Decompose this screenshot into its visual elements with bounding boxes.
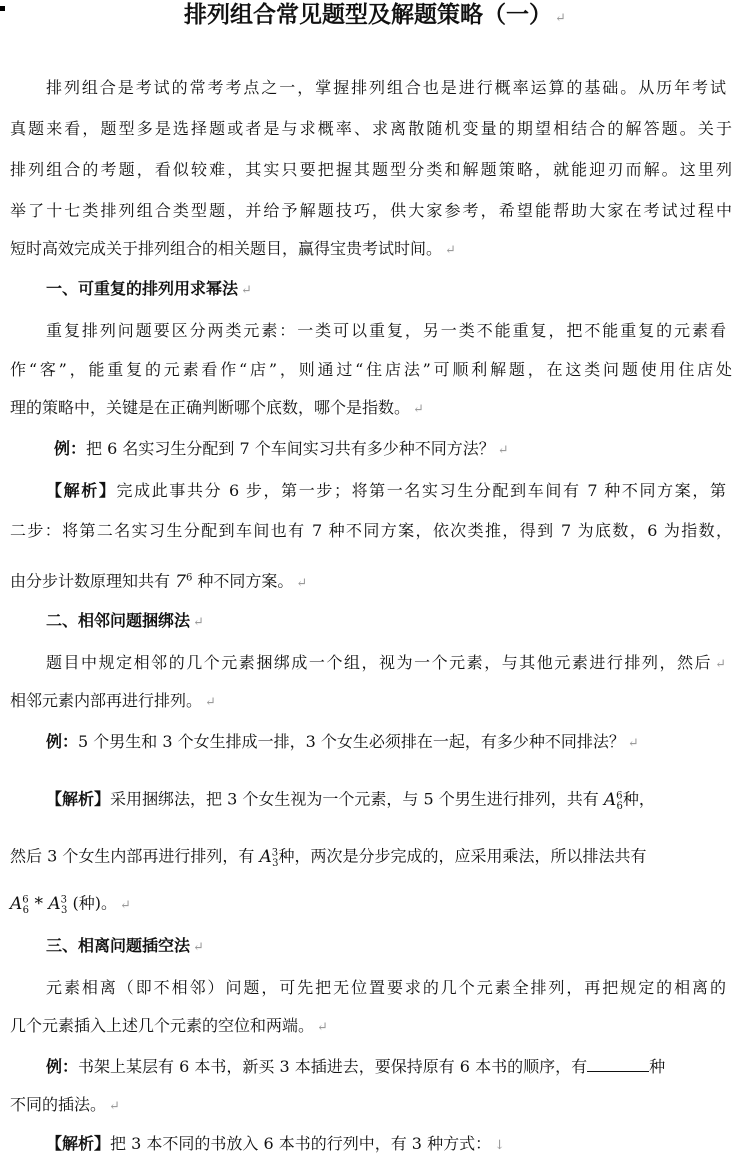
section-2-example: 例：5 个男生和 3 个女生排成一排，3 个女生必须排在一起，有多少种不同排法？ ↵: [46, 732, 639, 751]
section-1-body-1: 重复排列问题要区分两类元素：一类可以重复，另一类不能重复，把不能重复的元素看: [46, 321, 726, 340]
product-formula: $A^6_6 * A^3_3$: [10, 893, 68, 917]
section-2-body-2: 相邻元素内部再进行排列。 ↵: [10, 691, 216, 710]
intro-line-2: 真题来看，题型多是选择题或者是与求概率、求离散随机变量的期望相结合的解答题。关于: [10, 119, 732, 138]
section-2-solution-1: 【解析】采用捆绑法，把 3 个女生视为一个元素，与 5 个男生进行排列，共有 $A^6_6$种，: [46, 789, 655, 813]
section-1-body-2: 作“客”，能重复的元素看作“店”，则通过“住店法”可顺利解题，在这类问题使用住店处: [10, 360, 732, 379]
section-3-heading: 三、相离问题插空法 ↵: [46, 936, 204, 955]
section-1-solution-1: 【解析】完成此事共分 6 步，第一步；将第一名实习生分配到车间有 7 种不同方案，第: [46, 481, 726, 500]
permutation-a66: $A^6_6$: [603, 789, 623, 813]
intro-line-3: 排列组合的考题，看似较难，其实只要把握其题型分类和解题策略，就能迎刃而解。这里列: [10, 160, 732, 179]
intro-line-5: 短时高效完成关于排列组合的相关题目，赢得宝贵考试时间。 ↵: [10, 239, 456, 258]
section-3-example-1: 例：书架上某层有 6 本书，新买 3 本插进去，要保持原有 6 本书的顺序，有 种: [46, 1057, 666, 1076]
intro-line-4: 举了十七类排列组合类型题，并给予解题技巧，供大家参考，希望能帮助大家在考试过程中: [10, 201, 732, 220]
section-3-body-1: 元素相离（即不相邻）问题，可先把无位置要求的几个元素全排列，再把规定的相离的: [46, 978, 726, 997]
answer-blank: [587, 1057, 649, 1072]
section-3-body-2: 几个元素插入上述几个元素的空位和两端。 ↵: [10, 1016, 328, 1035]
section-3-example-2: 不同的插法。 ↵: [10, 1095, 120, 1114]
section-1-solution-3: 由分步计数原理知共有 $7^6$ 种不同方案。 ↵: [10, 571, 308, 592]
section-2-body-1: 题目中规定相邻的几个元素捆绑成一个组，视为一个元素，与其他元素进行排列，然后 ↵: [46, 653, 726, 672]
section-2-solution-3: $A^6_6 * A^3_3$ (种)。 ↵: [10, 893, 131, 917]
intro-line-1: 排列组合是考试的常考考点之一，掌握排列组合也是进行概率运算的基础。从历年考试: [46, 78, 726, 97]
page-title: 排列组合常见题型及解题策略（一） ↵: [184, 1, 566, 28]
section-1-example: 例：把 6 名实习生分配到 7 个车间实习共有多少种不同方法？ ↵: [54, 439, 509, 458]
section-1-solution-2: 二步：将第二名实习生分配到车间也有 7 种不同方案，依次类推，得到 7 为底数，6 为指数，: [10, 521, 732, 540]
section-1-body-3: 理的策略中，关键是在正确判断哪个底数，哪个是指数。 ↵: [10, 398, 424, 417]
section-2-heading: 二、相邻问题捆绑法 ↵: [46, 611, 204, 630]
power-formula: $7^6$: [175, 571, 193, 592]
section-2-solution-2: 然后 3 个女生内部再进行排列，有 $A^3_3$种，两次是分步完成的，应采用乘法，所以排法共有: [10, 846, 647, 870]
section-1-heading: 一、可重复的排列用求幂法 ↵: [46, 279, 252, 298]
permutation-a33: $A^3_3$: [259, 846, 279, 870]
section-3-solution-1: 【解析】把 3 本不同的书放入 6 本书的行列中，有 3 种方式： ↓: [46, 1134, 505, 1153]
